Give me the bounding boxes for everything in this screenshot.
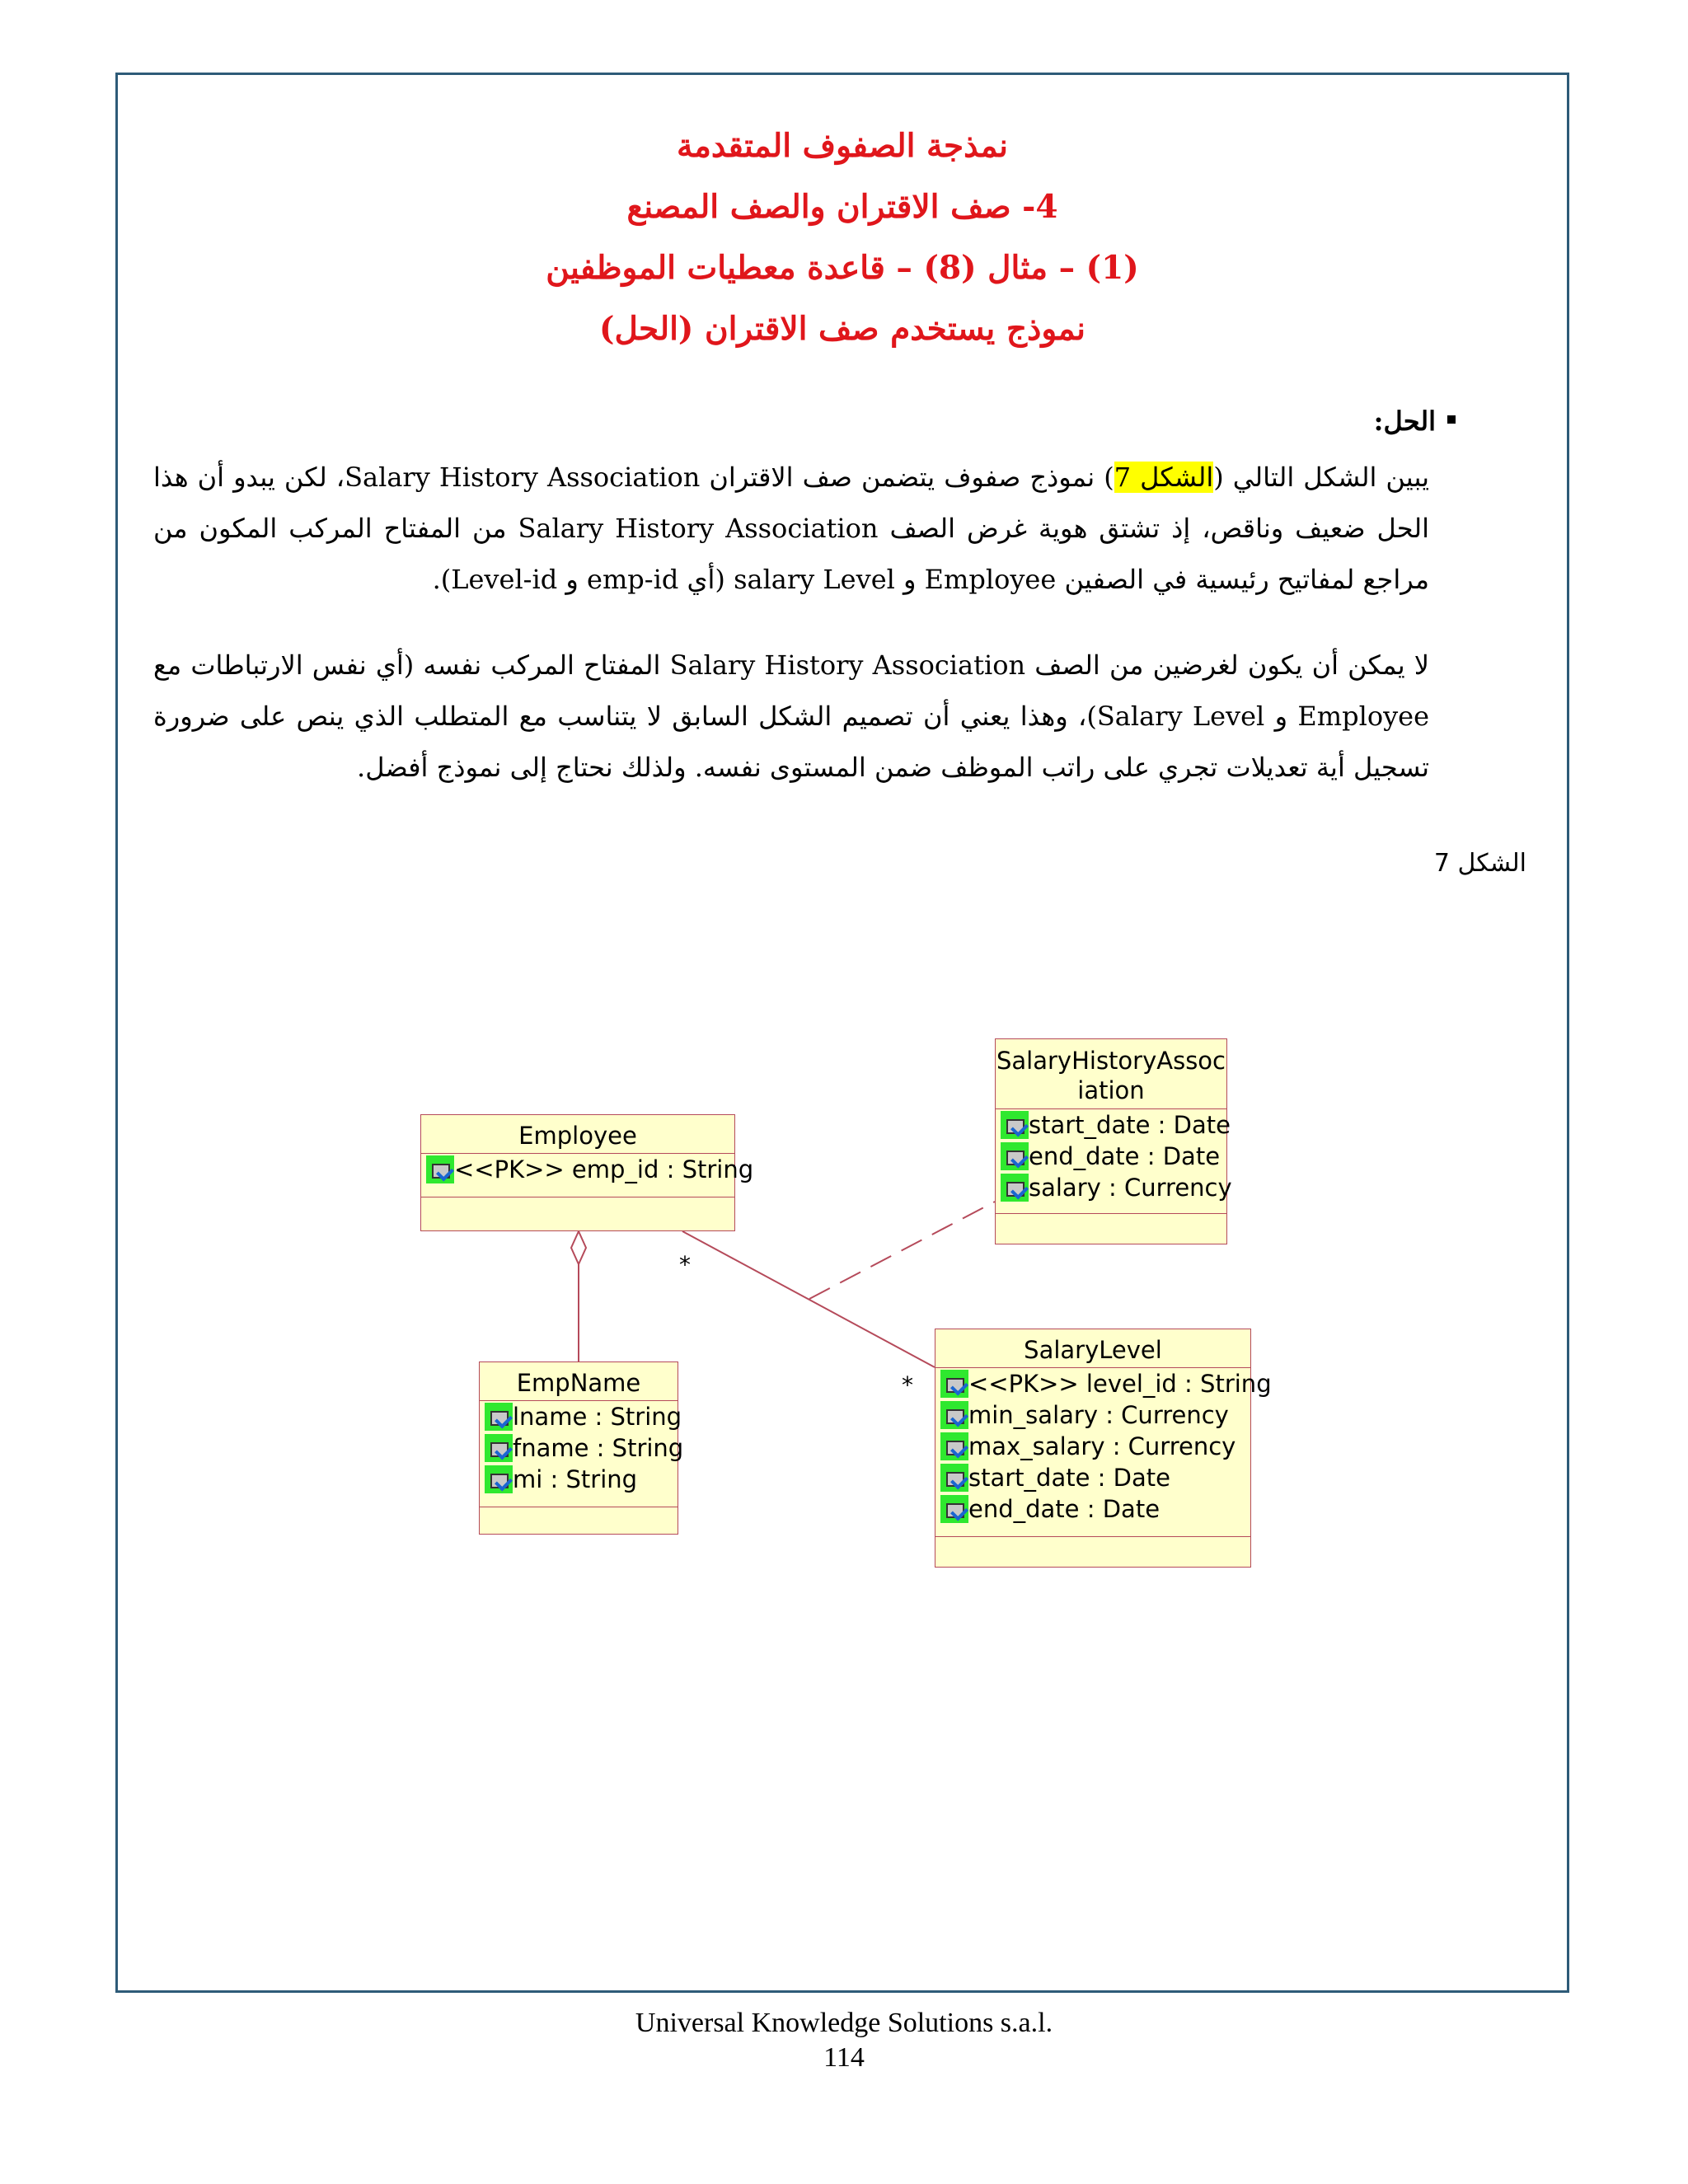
title-line-4: نموذج يستخدم صف الاقتران (الحل) — [599, 310, 1085, 348]
class-attribute: start_date : Date — [996, 1109, 1226, 1141]
class-attribute: end_date : Date — [996, 1141, 1226, 1172]
class-attribute: lname : String — [480, 1401, 678, 1432]
paragraph-1-before: يبين الشكل التالي ( — [1213, 462, 1430, 493]
class-attribute: start_date : Date — [935, 1462, 1250, 1493]
class-attribute: min_salary : Currency — [935, 1399, 1250, 1431]
class-attribute: <<PK>> level_id : String — [935, 1368, 1250, 1399]
attribute-icon — [940, 1401, 968, 1429]
association-line — [682, 1231, 935, 1367]
class-name: EmpName — [516, 1369, 641, 1397]
title-line-3: (1) – مثال (8) – قاعدة معطيات الموظفين — [546, 249, 1139, 287]
aggregation-diamond — [571, 1231, 586, 1264]
attribute-icon — [1001, 1111, 1029, 1139]
class-attribute: mi : String — [480, 1464, 678, 1495]
attribute-icon — [485, 1434, 513, 1462]
multiplicity-label-salary-level: * — [902, 1371, 913, 1399]
solution-heading: الحل: — [1373, 405, 1436, 437]
class-name: SalaryLevel — [1024, 1336, 1162, 1364]
uml-class-salary-history-association[interactable] — [995, 1038, 1232, 1244]
multiplicity-label-employee: * — [679, 1251, 691, 1278]
footer-company: Universal Knowledge Solutions s.a.l. — [635, 2008, 1053, 2038]
figure-caption: الشكل 7 — [1433, 849, 1526, 878]
class-attribute: max_salary : Currency — [935, 1431, 1250, 1462]
paragraph-1-after: ) نموذج صفوف يتضمن صف الاقتران Salary History Association، لكن يبدو أن هذا الحل ضعيف وناقص، إذ تشتق هوية غرض الصف Salary History Association من المفتاح المركب المكون من مراجع لمفاتيح رئيسية في الصفين Employee و salary Level (أي emp-id و Level-id). — [153, 462, 1430, 595]
title-line-1: نمذجة الصفوف المتقدمة — [677, 127, 1008, 165]
uml-class-salary-level[interactable] — [935, 1329, 1272, 1568]
class-attribute: fname : String — [480, 1432, 678, 1464]
attribute-icon — [1001, 1142, 1029, 1170]
uml-class-empname[interactable] — [479, 1361, 684, 1535]
attribute-icon — [940, 1464, 968, 1492]
attribute-icon — [1001, 1174, 1029, 1202]
title-line-2: 4- صف الاقتران والصف المصنع — [626, 188, 1058, 226]
class-name: Employee — [518, 1122, 637, 1150]
footer-page-number: 114 — [823, 2042, 865, 2073]
association-class-dashed-line — [809, 1202, 995, 1299]
paragraph-2-text: لا يمكن أن يكون لغرضين من الصف Salary History Association المفتاح المركب نفسه (أي نفس الارتباطات مع Employee و Salary Level)، وهذا يعني أن تصميم الشكل السابق لا يتناسب مع المتطلب الذي ينص على ضرورة تسجيل أية تعديلات تجري على راتب الموظف ضمن المستوى نفسه. ولذلك نحتاج إلى نموذج أفضل. — [153, 649, 1430, 783]
class-attribute: end_date : Date — [935, 1493, 1250, 1525]
figure-reference-link[interactable]: الشكل 7 — [1114, 462, 1214, 493]
attribute-icon — [940, 1370, 968, 1398]
class-name: SalaryHistoryAssoc iation — [996, 1047, 1226, 1104]
attribute-icon — [485, 1465, 513, 1493]
attribute-icon — [485, 1403, 513, 1431]
class-attribute: salary : Currency — [996, 1172, 1226, 1203]
attribute-icon — [940, 1495, 968, 1523]
attribute-icon — [940, 1432, 968, 1460]
class-separator — [996, 1213, 1226, 1214]
attribute-icon — [426, 1155, 454, 1183]
class-attribute: <<PK>> emp_id : String — [421, 1154, 734, 1185]
class-separator — [935, 1536, 1250, 1537]
uml-class-employee[interactable] — [420, 1114, 754, 1231]
